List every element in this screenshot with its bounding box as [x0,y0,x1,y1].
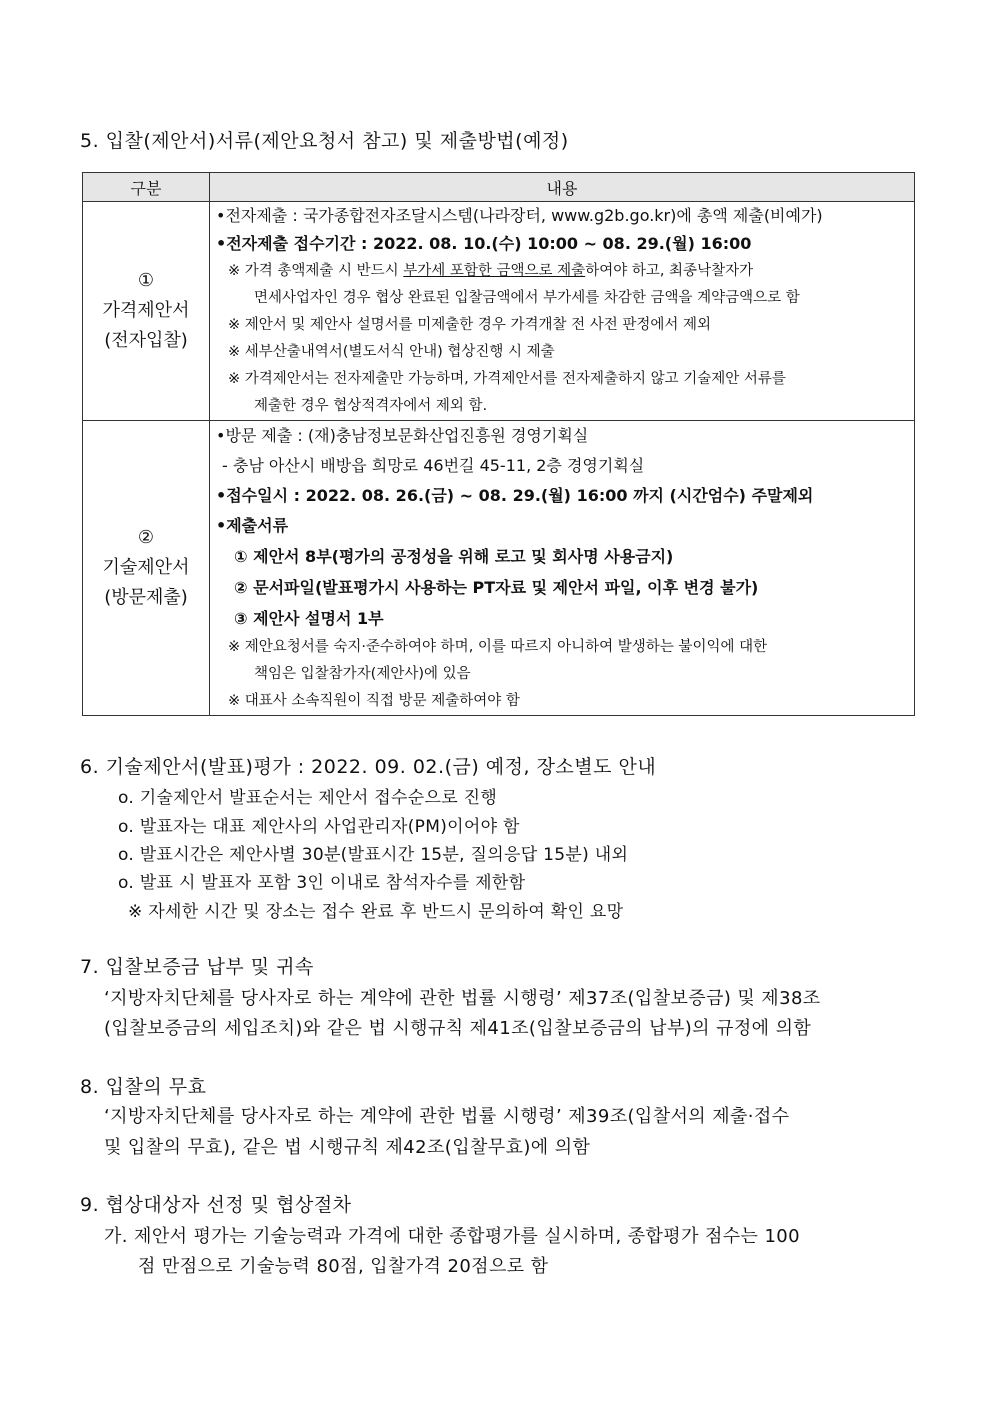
submission-table [82,172,915,716]
header-content: 내용 [210,173,915,202]
table-header-row [83,173,915,202]
section6-item2: o. 발표자는 대표 제안사의 사업관리자(PM)이어야 함 [118,817,520,837]
row1-content [210,202,915,421]
row1-note1-cont: 면세사업자인 경우 협상 완료된 입찰금액에서 부가세를 차감한 금액을 계약금액으로 함 [254,290,800,306]
row1-label [83,202,210,421]
section9-line1: 가. 제안서 평가는 기술능력과 가격에 대한 종합평가를 실시하며, 종합평가 점수는 100 [104,1226,801,1247]
row1-note1-underlined: 부가세 포함한 금액으로 제출 [403,263,586,279]
row2-note1: ※ 제안요청서를 숙지·준수하여야 하며, 이를 따르지 아니하여 발생하는 불이익에 대한 [228,639,768,655]
table-row [83,202,915,421]
table-row [83,421,915,716]
row2-note1-cont: 책임은 입찰참가자(제안사)에 있음 [254,666,471,682]
section8-heading: 8. 입찰의 무효 [80,1076,207,1098]
row1-number: ① [137,270,155,291]
row2-content [210,421,915,716]
row1-note3: ※ 세부산출내역서(별도서식 안내) 협상진행 시 제출 [228,344,555,360]
row2-note2: ※ 대표사 소속직원이 직접 방문 제출하여야 함 [228,693,520,709]
row1-subtitle: (전자입찰) [104,330,188,351]
row1-note1-pre: ※ 가격 총액제출 시 반드시 [228,263,404,279]
section8-line2: 및 입찰의 무효), 같은 법 시행규칙 제42조(입찰무효)에 의함 [104,1137,591,1158]
row1-line2: •전자제출 접수기간 : 2022. 08. 10.(수) 10:00 ~ 08. 29.(월) 16:00 [216,234,752,253]
row2-item1: ① 제안서 8부(평가의 공정성을 위해 로고 및 회사명 사용금지) [234,547,674,566]
section6-note: ※ 자세한 시간 및 장소는 접수 완료 후 반드시 문의하여 확인 요망 [128,902,624,922]
section7-heading: 7. 입찰보증금 납부 및 귀속 [80,956,314,978]
row2-item2: ② 문서파일(발표평가시 사용하는 PT자료 및 제안서 파일, 이후 변경 불가) [234,578,759,597]
row1-note1 [216,258,908,285]
row2-subtitle: (방문제출) [104,587,188,608]
section6-item3: o. 발표시간은 제안사별 30분(발표시간 15분, 질의응답 15분) 내외 [118,845,629,865]
row2-title: 기술제안서 [102,557,190,578]
row2-line1: •방문 제출 : (재)충남정보문화산업진흥원 경영기획실 [216,426,589,445]
header-category: 구분 [83,173,210,202]
row2-line3: •접수일시 : 2022. 08. 26.(금) ~ 08. 29.(월) 16:00 까지 (시간엄수) 주말제외 [216,486,814,505]
section9-heading: 9. 협상대상자 선정 및 협상절차 [80,1194,352,1216]
section5-heading: 5. 입찰(제안서)서류(제안요청서 참고) 및 제출방법(예정) [80,130,569,152]
section6-item4: o. 발표 시 발표자 포함 3인 이내로 참석자수를 제한함 [118,873,526,893]
row2-line4: •제출서류 [216,516,289,535]
row1-note4: ※ 가격제안서는 전자제출만 가능하며, 가격제안서를 전자제출하지 않고 기술제안 서류를 [228,371,786,387]
row1-line1: •전자제출 : 국가종합전자조달시스템(나라장터, www.g2b.go.kr)에 총액 제출(비예가) [216,206,823,225]
section6-heading: 6. 기술제안서(발표)평가 : 2022. 09. 02.(금) 예정, 장소별도 안내 [80,756,657,778]
row2-item3: ③ 제안사 설명서 1부 [234,609,384,628]
row1-note1-post: 하여야 하고, 최종낙찰자가 [585,263,754,279]
row1-title: 가격제안서 [102,300,190,321]
section9-line2: 점 만점으로 기술능력 80점, 입찰가격 20점으로 함 [138,1256,549,1277]
row1-note2: ※ 제안서 및 제안사 설명서를 미제출한 경우 가격개찰 전 사전 판정에서 제외 [228,317,712,333]
row2-number: ② [137,527,155,548]
row2-line2: - 충남 아산시 배방읍 희망로 46번길 45-11, 2층 경영기획실 [222,456,645,475]
row2-label [83,421,210,716]
section8-line1: ‘지방자치단체를 당사자로 하는 계약에 관한 법률 시행령’ 제39조(입찰서의 제출·접수 [104,1106,790,1127]
section6-item1: o. 기술제안서 발표순서는 제안서 접수순으로 진행 [118,788,498,808]
row1-note4-cont: 제출한 경우 협상적격자에서 제외 함. [254,398,488,414]
section7-line2: (입찰보증금의 세입조치)와 같은 법 시행규칙 제41조(입찰보증금의 납부)의 규정에 의함 [104,1018,812,1039]
section7-line1: ‘지방자치단체를 당사자로 하는 계약에 관한 법률 시행령’ 제37조(입찰보증금) 및 제38조 [104,988,821,1009]
